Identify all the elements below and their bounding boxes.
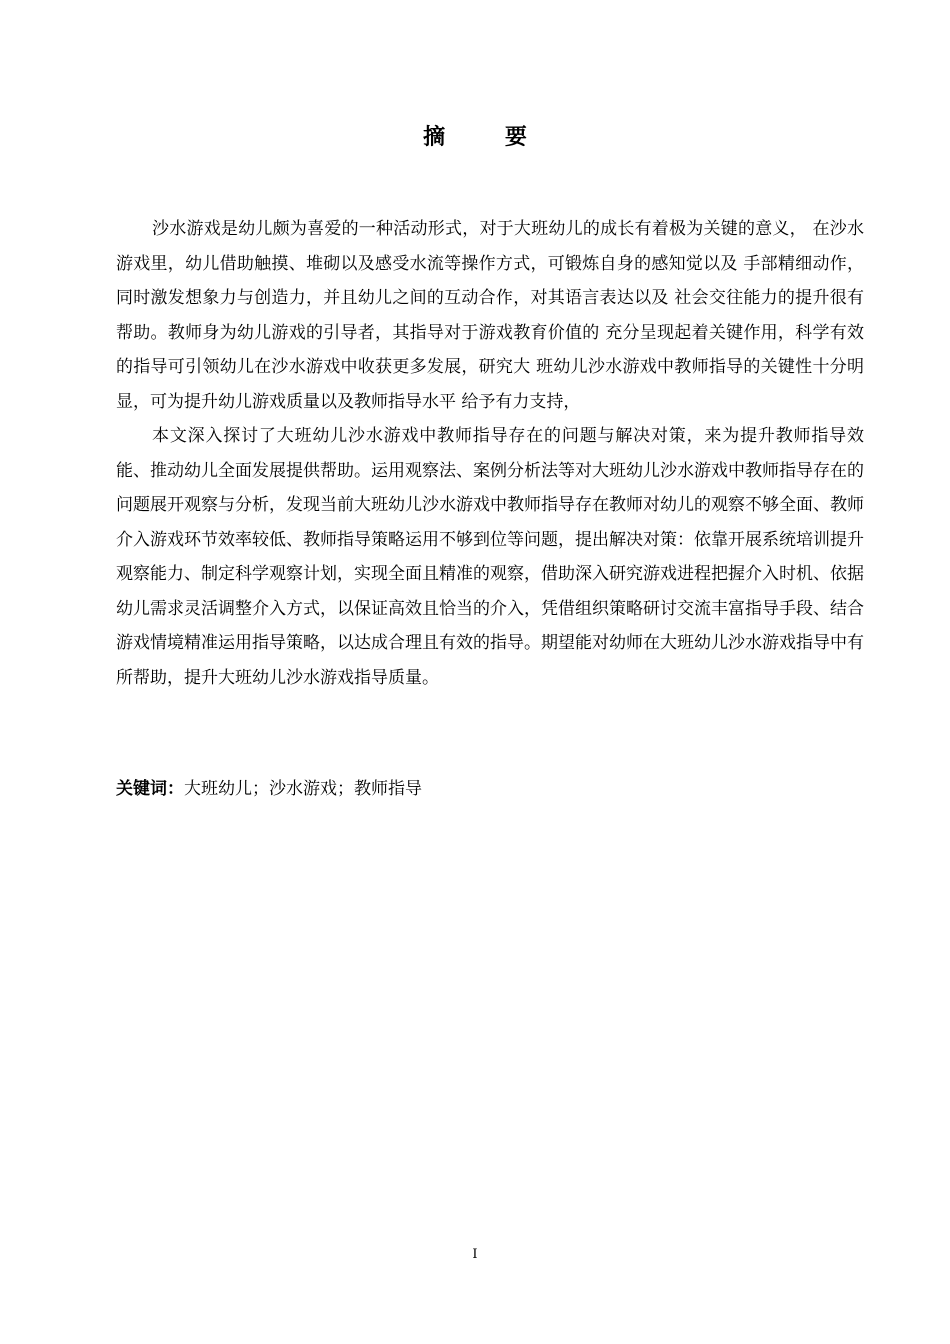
abstract-title: 摘 要 <box>423 125 553 150</box>
abstract-paragraph-2: 本文深入探讨了大班幼儿沙水游戏中教师指导存在的问题与解决对策，来为提升教师指导效能、推动幼儿全面发展提供帮助。运用观察法、案例分析法等对大班幼儿沙水游戏中教师指导存在的问题展开观察与分析，发现当前大班幼儿沙水游戏中教师指导存在教师对幼儿的观察不够全面、教师介入游戏环节效率较低、教师指导策略运用不够到位等问题，提出解决对策：依靠开展系统培训提升观察能力、制定科学观察计划，实现全面且精准的观察，借助深入研究游戏进程把握介入时机、依据幼儿需求灵活调整介入方式，以保证高效且恰当的介入，凭借组织策略研讨交流丰富指导手段、结合游戏情境精准运用指导策略，以达成合理且有效的指导。期望能对幼师在大班幼儿沙水游戏指导中有所帮助，提升大班幼儿沙水游戏指导质量。 <box>116 426 864 688</box>
abstract-paragraph-1: 沙水游戏是幼儿颇为喜爱的一种活动形式，对于大班幼儿的成长有着极为关键的意义， 在沙水游戏里，幼儿借助触摸、堆砌以及感受水流等操作方式，可锻炼自身的感知觉以及 手部精细动作，同时激发想象力与创造力，并且幼儿之间的互动合作，对其语言表达以及 社会交往能力的提升很有帮助。教师身为幼儿游戏的引导者，其指导对于游戏教育价值的 充分呈现起着关键作用，科学有效的指导可引领幼儿在沙水游戏中收获更多发展，研究大 班幼儿沙水游戏中教师指导的关键性十分明显，可为提升幼儿游戏质量以及教师指导水平 给予有力支持， <box>116 219 864 412</box>
keywords-text: 大班幼儿；沙水游戏；教师指导 <box>184 779 422 799</box>
abstract-body <box>116 212 864 695</box>
keywords-line <box>116 772 864 806</box>
page-number: I <box>472 1247 478 1262</box>
keywords-label: 关键词： <box>116 779 184 799</box>
